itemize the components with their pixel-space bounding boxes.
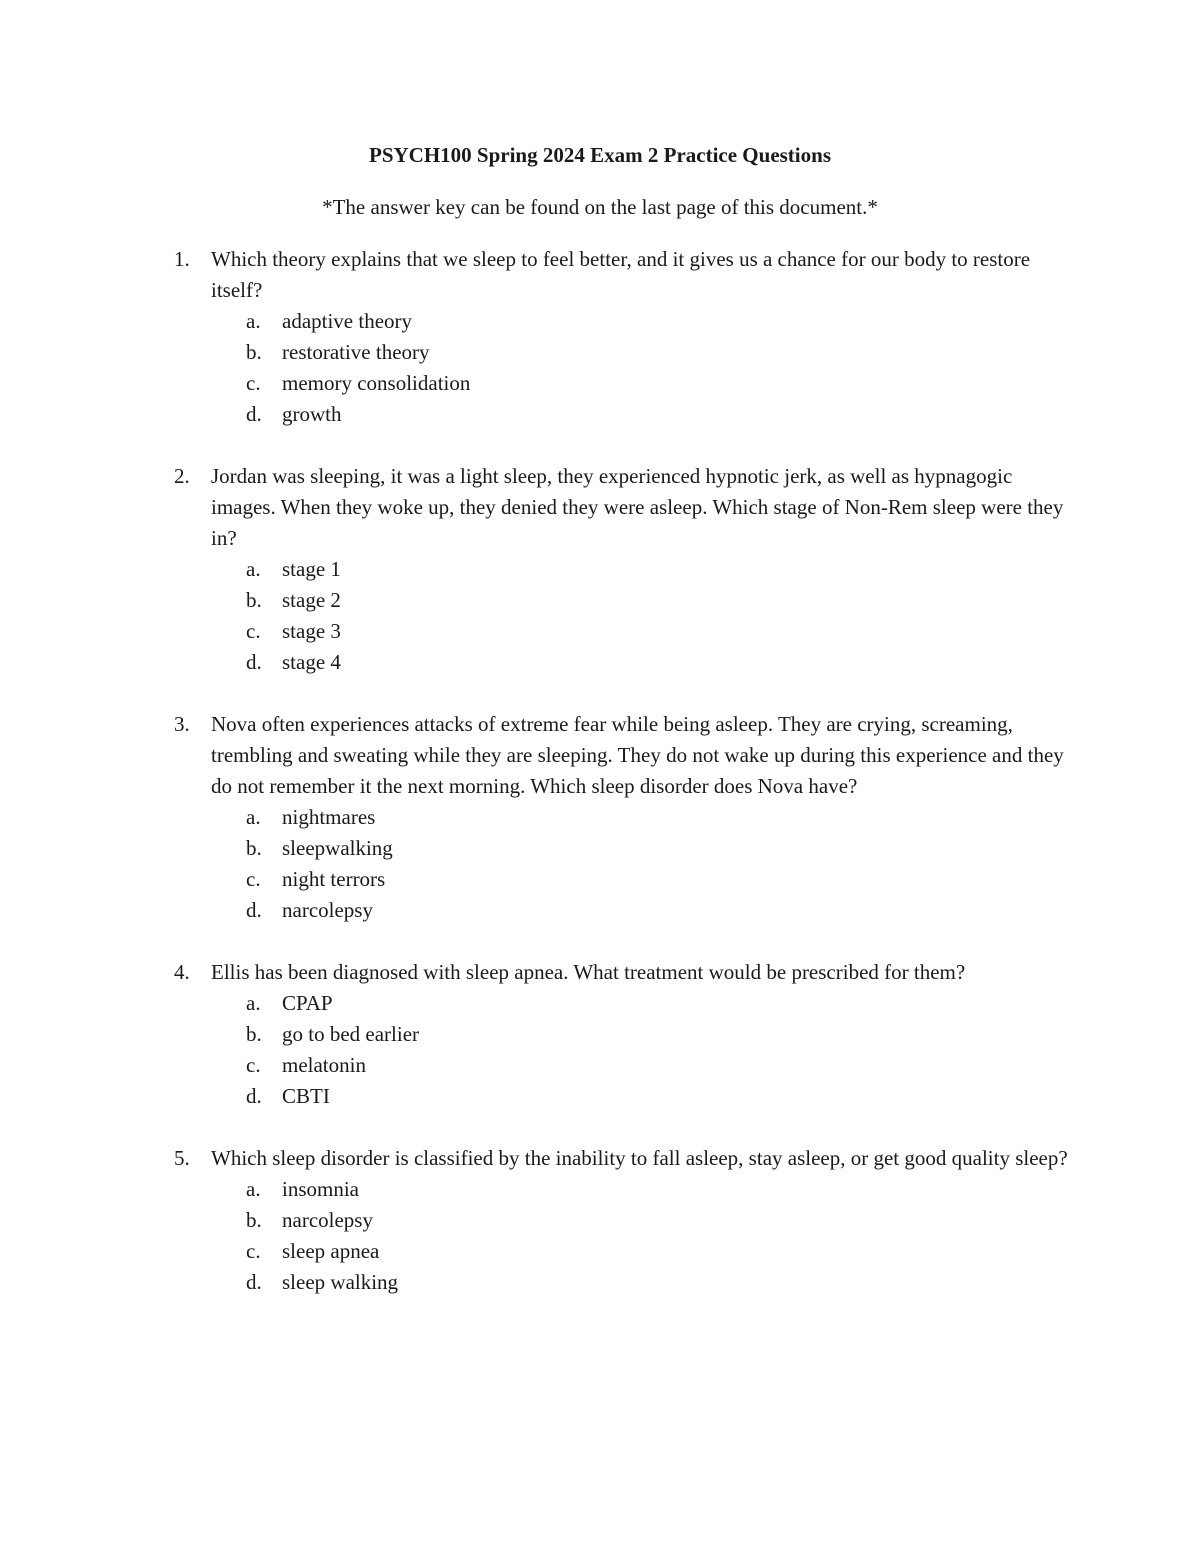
- choice-text: nightmares: [282, 805, 376, 829]
- question-text: Which theory explains that we sleep to feel better, and it gives us a chance for our body to restore itself?: [211, 247, 1031, 302]
- choice-item: [0, 306, 1200, 337]
- choice-item: [0, 1205, 1200, 1236]
- choice-letter: a.: [246, 991, 261, 1015]
- choice-letter: a.: [246, 557, 261, 581]
- question-number: 1.: [174, 247, 190, 271]
- choice-letter: b.: [246, 836, 262, 860]
- choice-item: [0, 833, 1200, 864]
- choice-item: [0, 399, 1200, 430]
- choice-text: go to bed earlier: [282, 1022, 420, 1046]
- choice-text: adaptive theory: [282, 309, 413, 333]
- question-item: [0, 244, 1200, 430]
- question-number: 4.: [174, 960, 190, 984]
- choice-text: sleep apnea: [282, 1239, 380, 1263]
- choice-list: [0, 554, 1200, 678]
- choice-text: stage 3: [282, 619, 341, 643]
- question-number: 2.: [174, 464, 190, 488]
- choice-list: [0, 988, 1200, 1112]
- choice-text: CBTI: [282, 1084, 330, 1108]
- choice-letter: d.: [246, 402, 262, 426]
- choice-item: [0, 647, 1200, 678]
- choice-text: stage 4: [282, 650, 341, 674]
- choice-letter: b.: [246, 1022, 262, 1046]
- choice-letter: d.: [246, 1084, 262, 1108]
- choice-text: CPAP: [282, 991, 333, 1015]
- choice-letter: c.: [246, 1053, 261, 1077]
- question-item: [0, 709, 1200, 926]
- choice-item: [0, 1236, 1200, 1267]
- document-title: PSYCH100 Spring 2024 Exam 2 Practice Questions: [369, 143, 831, 167]
- choice-text: restorative theory: [282, 340, 430, 364]
- choice-item: [0, 1174, 1200, 1205]
- choice-text: growth: [282, 402, 342, 426]
- choice-item: [0, 988, 1200, 1019]
- choice-letter: c.: [246, 371, 261, 395]
- choice-list: [0, 1174, 1200, 1298]
- question-text: Which sleep disorder is classified by the inability to fall asleep, stay asleep, or get good quality sleep?: [211, 1146, 1068, 1170]
- choice-letter: d.: [246, 650, 262, 674]
- choice-letter: c.: [246, 1239, 261, 1263]
- choice-text: insomnia: [282, 1177, 359, 1201]
- choice-letter: c.: [246, 867, 261, 891]
- choice-item: [0, 1019, 1200, 1050]
- choice-item: [0, 1081, 1200, 1112]
- choice-letter: d.: [246, 898, 262, 922]
- choice-item: [0, 802, 1200, 833]
- question-item: [0, 957, 1200, 1112]
- choice-letter: d.: [246, 1270, 262, 1294]
- choice-text: night terrors: [282, 867, 386, 891]
- choice-letter: b.: [246, 340, 262, 364]
- choice-item: [0, 337, 1200, 368]
- choice-letter: b.: [246, 1208, 262, 1232]
- answer-key-note: *The answer key can be found on the last page of this document.*: [322, 195, 878, 219]
- choice-text: melatonin: [282, 1053, 366, 1077]
- question-number: 3.: [174, 712, 190, 736]
- choice-letter: a.: [246, 805, 261, 829]
- choice-item: [0, 864, 1200, 895]
- question-item: [0, 1143, 1200, 1298]
- choice-text: narcolepsy: [282, 898, 373, 922]
- choice-text: narcolepsy: [282, 1208, 373, 1232]
- question-number: 5.: [174, 1146, 190, 1170]
- choice-text: sleep walking: [282, 1270, 399, 1294]
- question-text: Jordan was sleeping, it was a light sleep, they experienced hypnotic jerk, as well as hypnagogic images. When they woke up, they denied they were asleep. Which stage of Non-Rem sleep were they in?: [211, 464, 1064, 550]
- question-text: Nova often experiences attacks of extreme fear while being asleep. They are crying, screaming, trembling and sweating while they are sleeping. They do not wake up during this experience and they do not remember it the next morning. Which sleep disorder does Nova have?: [211, 712, 1064, 798]
- question-item: [0, 461, 1200, 678]
- choice-letter: a.: [246, 309, 261, 333]
- choice-text: sleepwalking: [282, 836, 393, 860]
- choice-item: [0, 895, 1200, 926]
- choice-list: [0, 306, 1200, 430]
- choice-item: [0, 585, 1200, 616]
- choice-list: [0, 802, 1200, 926]
- choice-text: stage 2: [282, 588, 341, 612]
- choice-letter: b.: [246, 588, 262, 612]
- choice-item: [0, 1267, 1200, 1298]
- question-text: Ellis has been diagnosed with sleep apnea. What treatment would be prescribed for them?: [211, 960, 966, 984]
- choice-item: [0, 1050, 1200, 1081]
- choice-letter: a.: [246, 1177, 261, 1201]
- choice-text: memory consolidation: [282, 371, 471, 395]
- choice-item: [0, 554, 1200, 585]
- choice-item: [0, 368, 1200, 399]
- question-list: [0, 244, 1200, 1329]
- choice-text: stage 1: [282, 557, 341, 581]
- choice-letter: c.: [246, 619, 261, 643]
- choice-item: [0, 616, 1200, 647]
